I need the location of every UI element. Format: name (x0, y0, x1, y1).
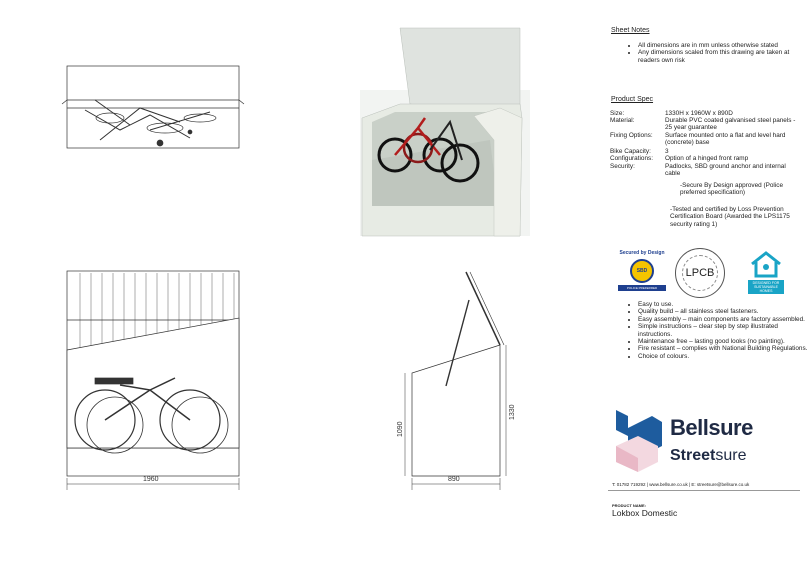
lpcb-badge (675, 248, 725, 298)
front-elevation (67, 271, 239, 490)
house-icon (748, 250, 784, 278)
feature-item: • Simple instructions – clear step by step illustrated instructions. (638, 323, 808, 338)
sbd-strip: POLICE PREFERRED SPECIFICATION (618, 285, 666, 291)
features-list (618, 301, 808, 360)
contact-line: T: 01782 719292 | www.bellsure.co.uk | E: streetsure@bellsure.co.uk (612, 482, 750, 487)
brand-subname-street: Street (670, 447, 716, 464)
sustainable-homes-badge (748, 250, 784, 296)
dim-height-back: 1330 (509, 404, 516, 420)
render-view (360, 28, 530, 236)
spec-label: Bike Capacity: (610, 148, 651, 155)
spec-value: 3 (665, 148, 669, 155)
spec-value: Option of a hinged front ramp (665, 155, 749, 162)
feature-item: • Easy assembly – main components are factory assembled. (638, 316, 808, 323)
secured-by-design-badge (618, 250, 666, 297)
spec-label: Fixing Options: (610, 132, 653, 139)
feature-item: • Choice of colours. (638, 353, 808, 360)
dim-height-front: 1090 (397, 421, 404, 437)
sheet-note: • All dimensions are in mm unless otherwise stated (638, 42, 808, 49)
spec-label: Security: (610, 163, 635, 170)
product-spec-title: Product Spec (611, 96, 654, 103)
sheet-notes-list (618, 42, 808, 64)
spec-label: Configurations: (610, 155, 653, 162)
feature-item: • Easy to use. (638, 301, 808, 308)
spec-value: 1330H x 1960W x 890D (665, 110, 733, 117)
brand-name: Bellsure (670, 415, 753, 440)
sheet-notes-title: Sheet Notes (611, 27, 650, 34)
sheet-note: • Any dimensions scaled from this drawing are taken at readers own risk (638, 49, 808, 64)
dim-depth: 890 (448, 476, 460, 483)
spec-panel (608, 0, 808, 566)
brand-subname-sure: sure (715, 447, 747, 464)
product-name: Lokbox Domestic (612, 508, 678, 518)
plan-view (62, 66, 244, 148)
bellsure-logo (612, 410, 662, 474)
feature-item: • Maintenance free – lasting good looks (no painting). (638, 338, 808, 345)
divider (608, 490, 800, 491)
dim-width: 1960 (143, 476, 159, 483)
sbd-label: Secured by Design (619, 250, 665, 256)
feature-item: • Fire resistant – complies with National Building Regulations. (638, 345, 808, 352)
spec-value: Durable PVC coated galvanised steel panels - 25 year guarantee (665, 117, 796, 132)
spec-label: Size: (610, 110, 625, 117)
security-note-1: -Secure By Design approved (Police preferred specification) (680, 182, 784, 197)
lpcb-label: LPCB (682, 255, 718, 291)
security-note-2: -Tested and certified by Loss Prevention Certification Board (Awarded the LPS1175 security rating 1) (670, 206, 790, 228)
brand-subname (670, 447, 747, 464)
house-label: DESIGNED FOR SUSTAINABLE HOMES (748, 280, 784, 294)
spec-value: Padlocks, SBD ground anchor and internal cable (665, 163, 786, 178)
bellsure-logo-mark (612, 410, 662, 472)
spec-label: Material: (610, 117, 635, 124)
sbd-logo: SBD (630, 259, 654, 283)
side-elevation (405, 272, 506, 490)
spec-value: Surface mounted onto a flat and level hard (concrete) base (665, 132, 786, 147)
product-name-label: PRODUCT NAME: (612, 503, 646, 508)
feature-item: • Quality build – all stainless steel fasteners. (638, 308, 808, 315)
